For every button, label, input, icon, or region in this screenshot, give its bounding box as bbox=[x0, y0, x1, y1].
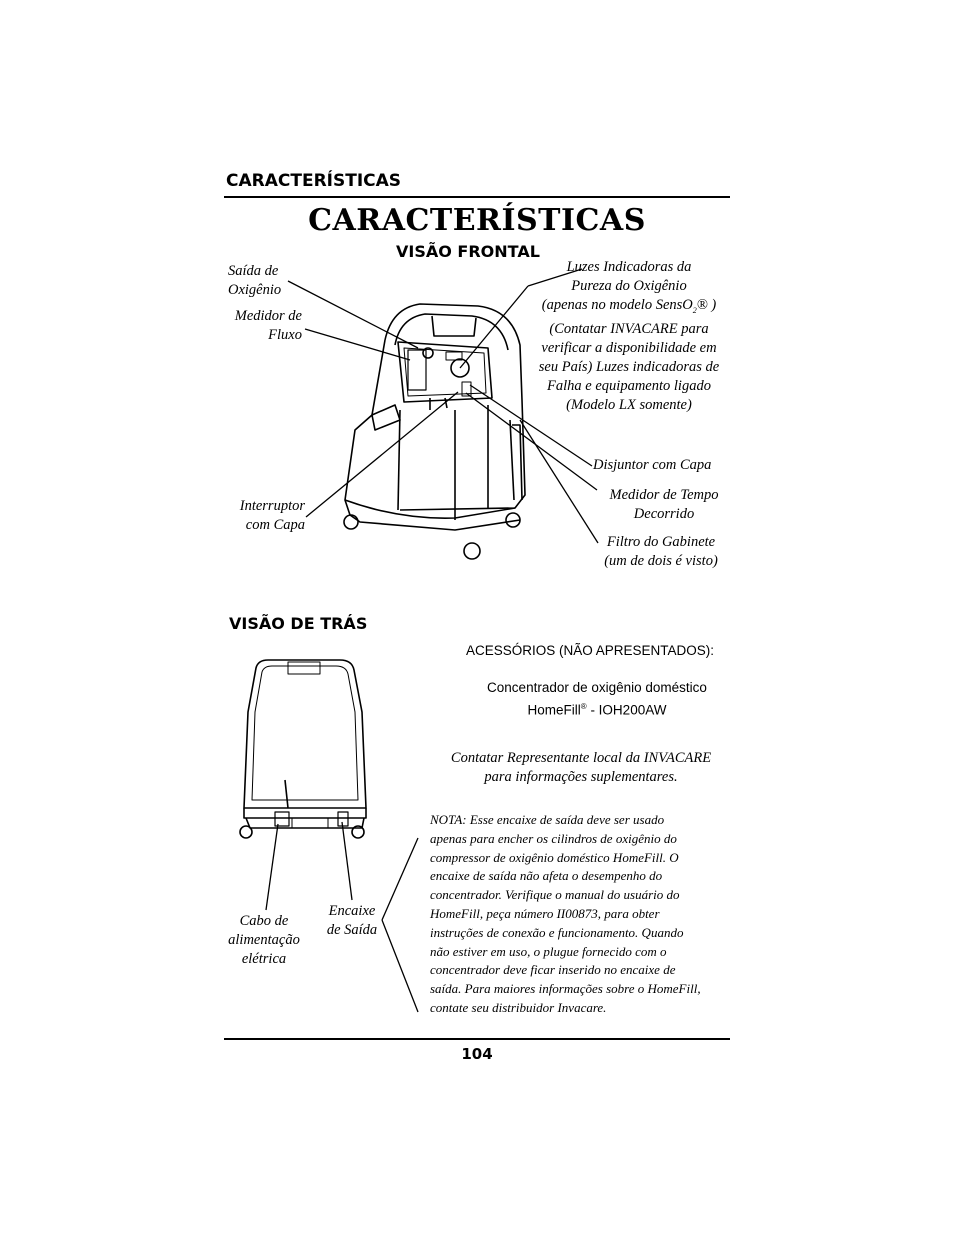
page-number: 104 bbox=[461, 1045, 493, 1063]
label-power-switch: Interruptor com Capa bbox=[239, 498, 305, 533]
accessories-heading: ACESSÓRIOS (NÃO APRESENTADOS): bbox=[466, 643, 715, 658]
label-purity-lights: Luzes Indicadoras da Pureza do Oxigênio (apenas no modelo SensO$_2$® ) (Contatar INVACARE para verificar a disponibilidade em seu País) Luzes indicadoras de Falha e equipamento ligado (Modelo LX somente) bbox=[538, 259, 720, 413]
label-oxygen-outlet: Saída de Oxigênio bbox=[228, 263, 282, 298]
label-power-cord: Cabo de alimentação elétrica bbox=[228, 913, 300, 967]
contact-note: Contatar Representante local da INVACARE para informações suplementares. bbox=[450, 750, 712, 785]
label-cabinet-filter: Filtro do Gabinete (um de dois é visto) bbox=[604, 534, 718, 569]
rear-view-heading: VISÃO DE TRÁS bbox=[229, 614, 368, 633]
rear-concentrator-illustration bbox=[240, 660, 366, 838]
note-paragraph: NOTA: Esse encaixe de saída deve ser usado apenas para encher os cilindros de oxigênio do compressor de oxigênio doméstico HomeFill. O encaixe de saída não afeta o desempenho do concentrador. Verifique o manual do usuário do HomeFill, peça número II00873, para obter instruções de conexão e funcionamento. Quando não estiver em uso, o plugue fornecido com o concentrador deve ficar inserido no encaixe de saída. Para maiores informações sobre o HomeFill, contate seu distribuidor Invacare. bbox=[430, 812, 701, 1015]
front-view-heading: VISÃO FRONTAL bbox=[396, 242, 540, 261]
front-concentrator-illustration bbox=[344, 304, 525, 559]
accessory-homefill: Concentrador de oxigênio doméstico HomeFill® - IOH200AW bbox=[487, 680, 707, 718]
section-header: CARACTERÍSTICAS bbox=[226, 171, 402, 191]
label-hour-meter: Medidor de Tempo Decorrido bbox=[609, 487, 719, 522]
label-circuit-breaker: Disjuntor com Capa bbox=[593, 457, 712, 473]
page-title: CARACTERÍSTICAS bbox=[308, 203, 646, 238]
label-outlet-fitting: Encaixe de Saída bbox=[326, 903, 378, 938]
label-flowmeter: Medidor de Fluxo bbox=[234, 308, 302, 343]
